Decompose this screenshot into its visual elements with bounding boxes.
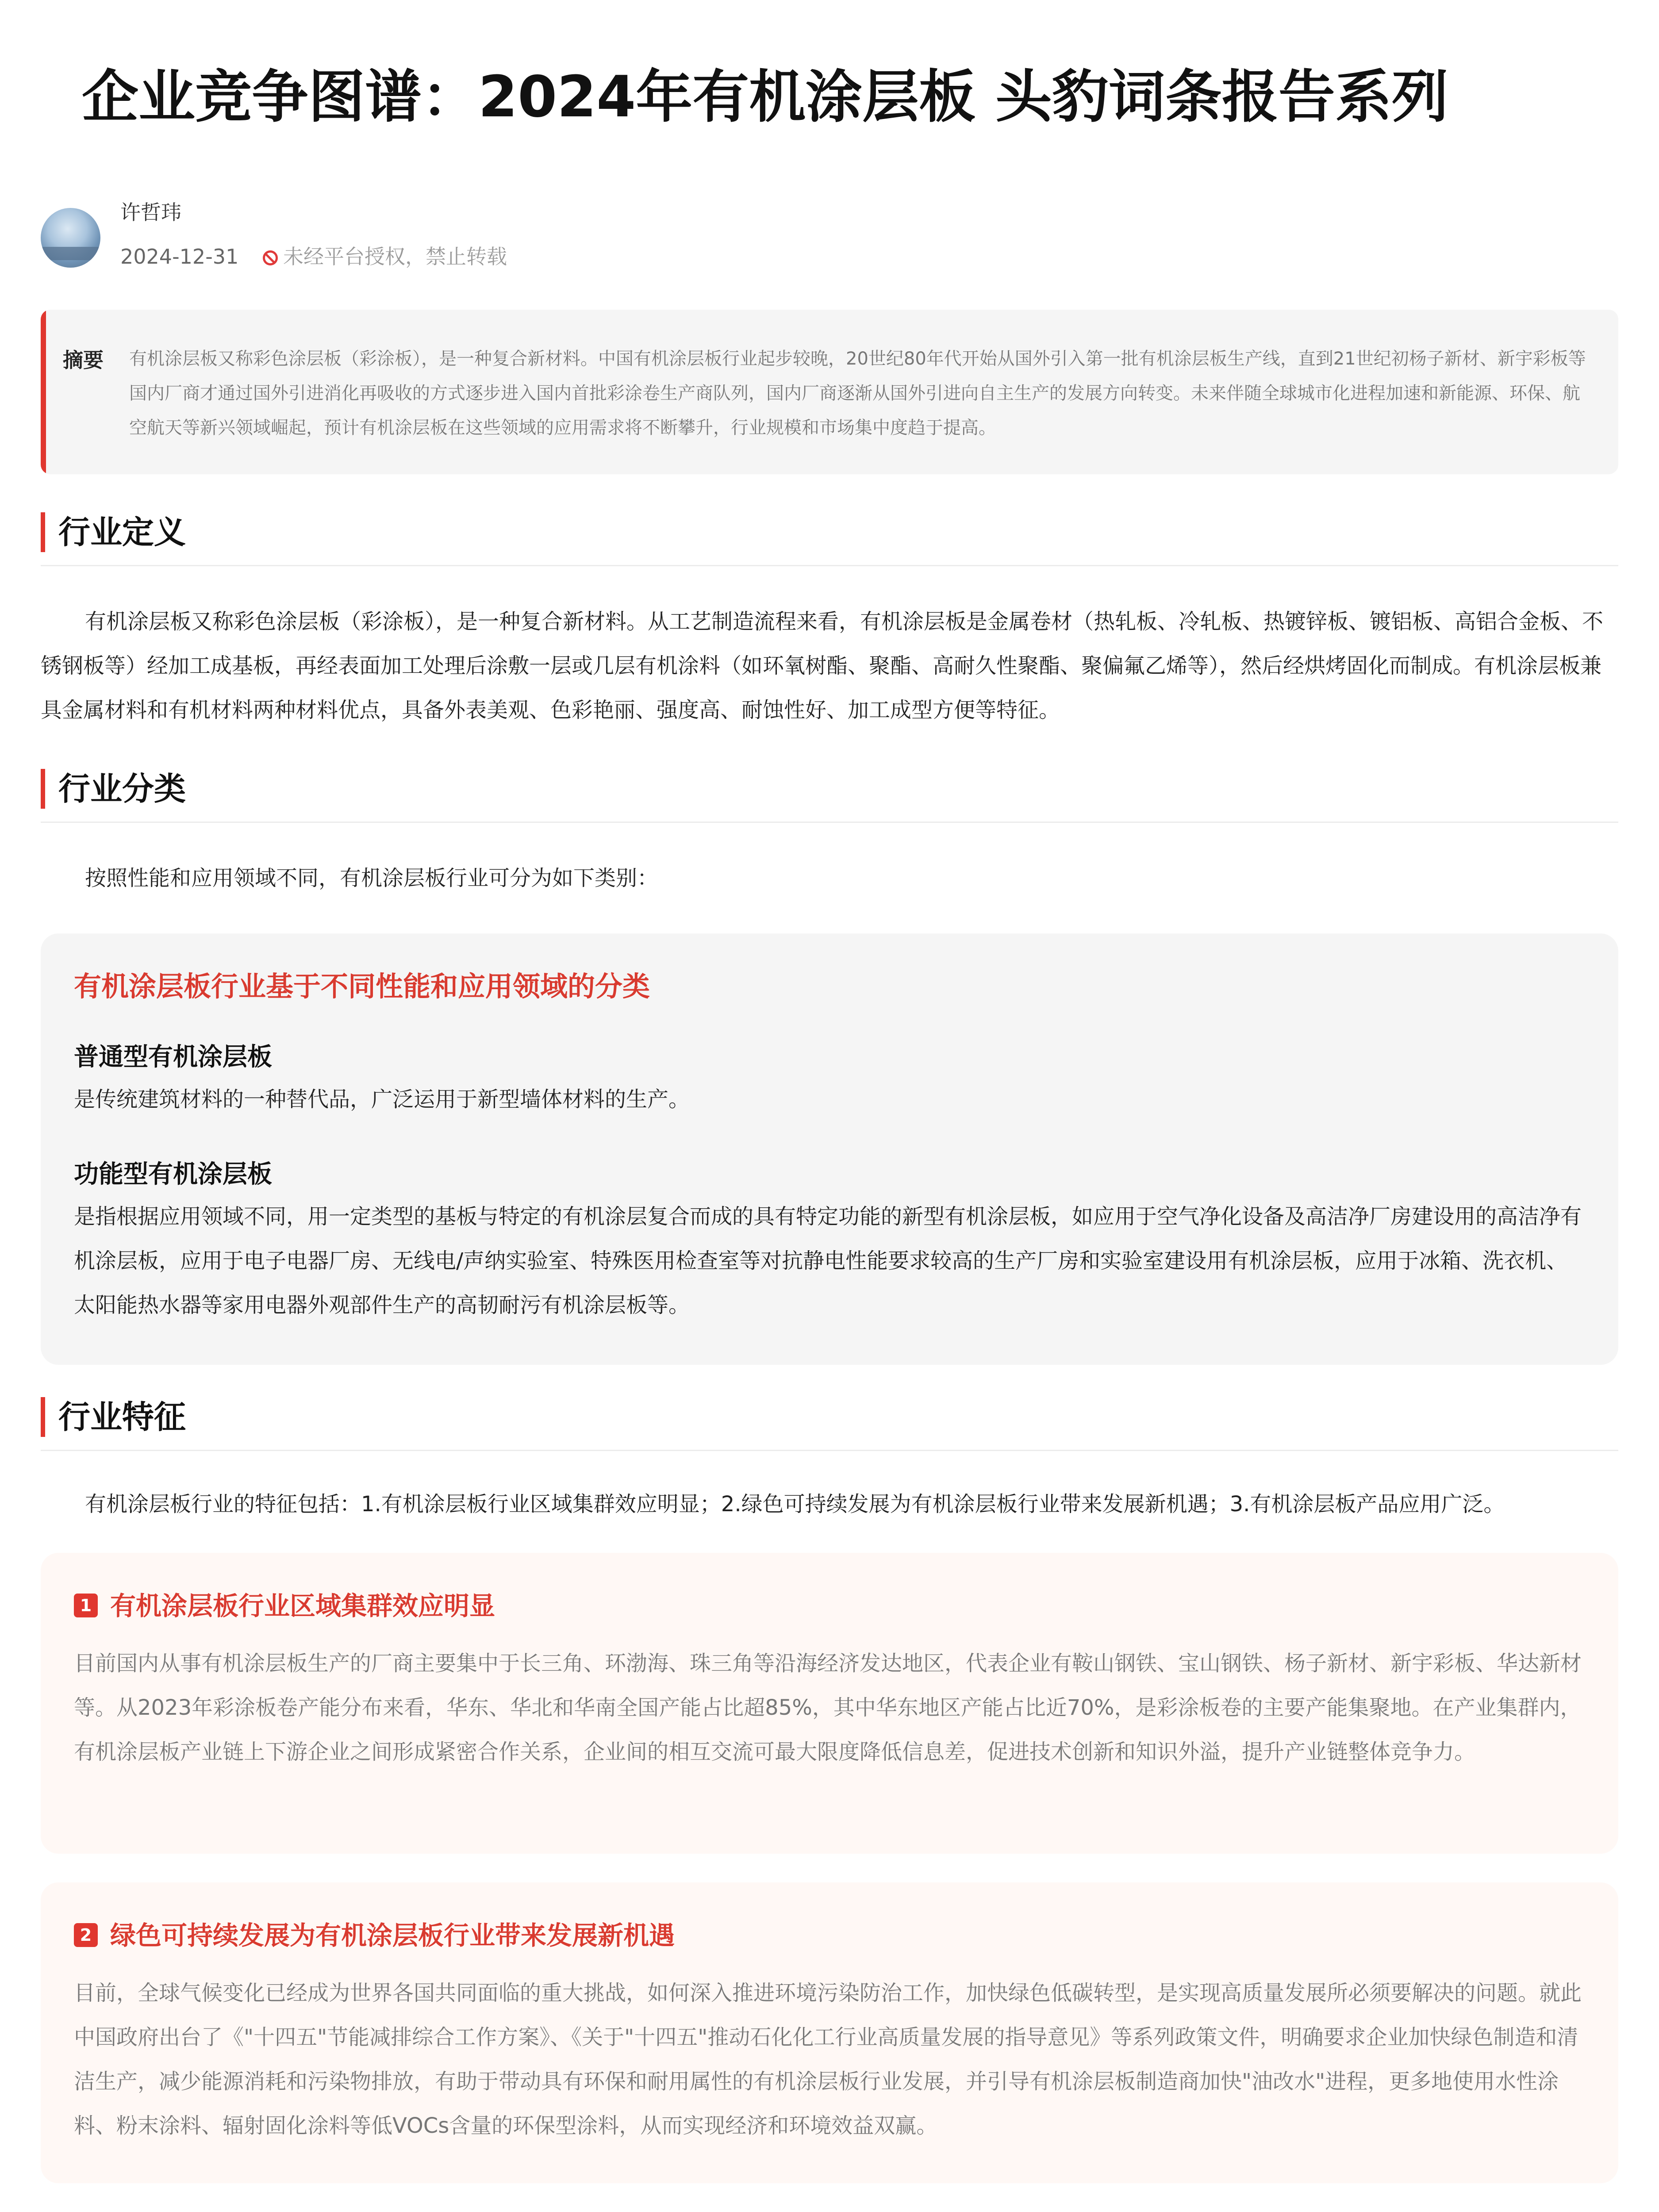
summary-box <box>41 310 1618 474</box>
summary-text: 有机涂层板又称彩色涂层板（彩涂板），是一种复合新材料。中国有机涂层板行业起步较晚，20世纪80年代开始从国外引入第一批有机涂层板生产线，直到21世纪初杨子新材、新宇彩板等国内厂商才通过国外引进消化再吸收的方式逐步进入国内首批彩涂卷生产商队列，国内厂商逐渐从国外引进向自主生产的发展方向转变。未来伴随全球城市化进程加速和新能源、环保、航空航天等新兴领域崛起，预计有机涂层板在这些领域的应用需求将不断攀升，行业规模和市场集中度趋于提高。 <box>129 349 1586 438</box>
classification-box-title: 有机涂层板行业基于不同性能和应用领域的分类 <box>74 970 650 1002</box>
category-name: 普通型有机涂层板 <box>74 1043 272 1071</box>
feature-title <box>74 1913 675 1958</box>
ban-icon <box>263 250 278 265</box>
section-title-classification: 行业分类 <box>58 770 186 807</box>
definition-text: 有机涂层板又称彩色涂层板（彩涂板），是一种复合新材料。从工艺制造流程来看，有机涂层板是金属卷材（热轧板、冷轧板、热镀锌板、镀铝板、高铝合金板、不锈钢板等）经加工成基板，再经表面加工处理后涂敷一层或几层有机涂料（如环氧树酯、聚酯、高耐久性聚酯、聚偏氟乙烯等），然后经烘烤固化而制成。有机涂层板兼具金属材料和有机材料两种材料优点，具备外表美观、色彩艳丽、强度高、耐蚀性好、加工成型方便等特征。 <box>41 609 1604 722</box>
author-name[interactable]: 许哲玮 <box>120 200 181 224</box>
feature-text: 目前国内从事有机涂层板生产的厂商主要集中于长三角、环渤海、珠三角等沿海经济发达地区，代表企业有鞍山钢铁、宝山钢铁、杨子新材、新宇彩板、华达新材等。从2023年彩涂板卷产能分布来看，华东、华北和华南全国产能占比超85%，其中华东地区产能占比近70%，是彩涂板卷的主要产能集聚地。在产业集群内，有机涂层板产业链上下游企业之间形成紧密合作关系，企业间的相互交流可最大限度降低信息差，促进技术创新和知识外溢，提升产业链整体竞争力。 <box>74 1651 1582 1764</box>
features-intro: 有机涂层板行业的特征包括：1.有机涂层板行业区域集群效应明显；2.绿色可持续发展为有机涂层板行业带来发展新机遇；3.有机涂层板产品应用广泛。 <box>85 1492 1505 1517</box>
avatar[interactable] <box>41 208 100 268</box>
feature-card <box>41 1553 1618 1854</box>
section-heading-features <box>41 1389 1618 1451</box>
feature-card <box>41 1882 1618 2183</box>
section-accent-bar <box>41 1397 45 1437</box>
page-title: 企业竞争图谱：2024年有机涂层板 头豹词条报告系列 <box>82 64 1448 130</box>
classification-box <box>41 933 1618 1365</box>
section-title-features: 行业特征 <box>58 1398 186 1436</box>
section-accent-bar <box>41 769 45 809</box>
feature-text: 目前，全球气候变化已经成为世界各国共同面临的重大挑战，如何深入推进环境污染防治工作，加快绿色低碳转型，是实现高质量发展所必须要解决的问题。就此中国政府出台了《"十四五"节能减排综合工作方案》、《关于"十四五"推动石化化工行业高质量发展的指导意见》等系列政策文件，明确要求企业加快绿色制造和清洁生产，减少能源消耗和污染物排放，有助于带动具有环保和耐用属性的有机涂层板行业发展，并引导有机涂层板制造商加快"油改水"进程，更多地使用水性涂料、粉末涂料、辐射固化涂料等低VOCs含量的环保型涂料，从而实现经济和环境效益双赢。 <box>74 1981 1582 2138</box>
summary-label: 摘要 <box>63 348 104 372</box>
section-divider <box>41 565 1618 566</box>
feature-title-text: 有机涂层板行业区域集群效应明显 <box>110 1591 495 1621</box>
feature-number-badge: 1 <box>74 1594 98 1617</box>
summary-accent-bar <box>41 310 46 474</box>
copyright-notice <box>263 245 507 269</box>
copyright-notice-text: 未经平台授权，禁止转载 <box>283 245 507 269</box>
section-heading-definition <box>41 504 1618 566</box>
feature-title-text: 绿色可持续发展为有机涂层板行业带来发展新机遇 <box>110 1920 675 1951</box>
feature-number-badge: 2 <box>74 1923 98 1947</box>
author-block <box>41 195 704 279</box>
section-title-definition: 行业定义 <box>58 514 186 551</box>
section-divider <box>41 822 1618 823</box>
post-meta <box>120 243 507 270</box>
feature-title <box>74 1584 495 1628</box>
classification-intro: 按照性能和应用领域不同，有机涂层板行业可分为如下类别： <box>85 866 659 891</box>
section-accent-bar <box>41 512 45 552</box>
publish-date: 2024-12-31 <box>120 245 239 269</box>
section-heading-classification <box>41 761 1618 823</box>
category-name: 功能型有机涂层板 <box>74 1160 272 1189</box>
section-divider <box>41 1450 1618 1451</box>
category-desc: 是指根据应用领域不同，用一定类型的基板与特定的有机涂层复合而成的具有特定功能的新型有机涂层板，如应用于空气净化设备及高洁净厂房建设用的高洁净有机涂层板，应用于电子电器厂房、无线电/声纳实验室、特殊医用检查室等对抗静电性能要求较高的生产厂房和实验室建设用有机涂层板，应用于冰箱、洗衣机、太阳能热水器等家用电器外观部件生产的高韧耐污有机涂层板等。 <box>74 1204 1582 1317</box>
category-desc: 是传统建筑材料的一种替代品，广泛运用于新型墙体材料的生产。 <box>74 1087 690 1112</box>
